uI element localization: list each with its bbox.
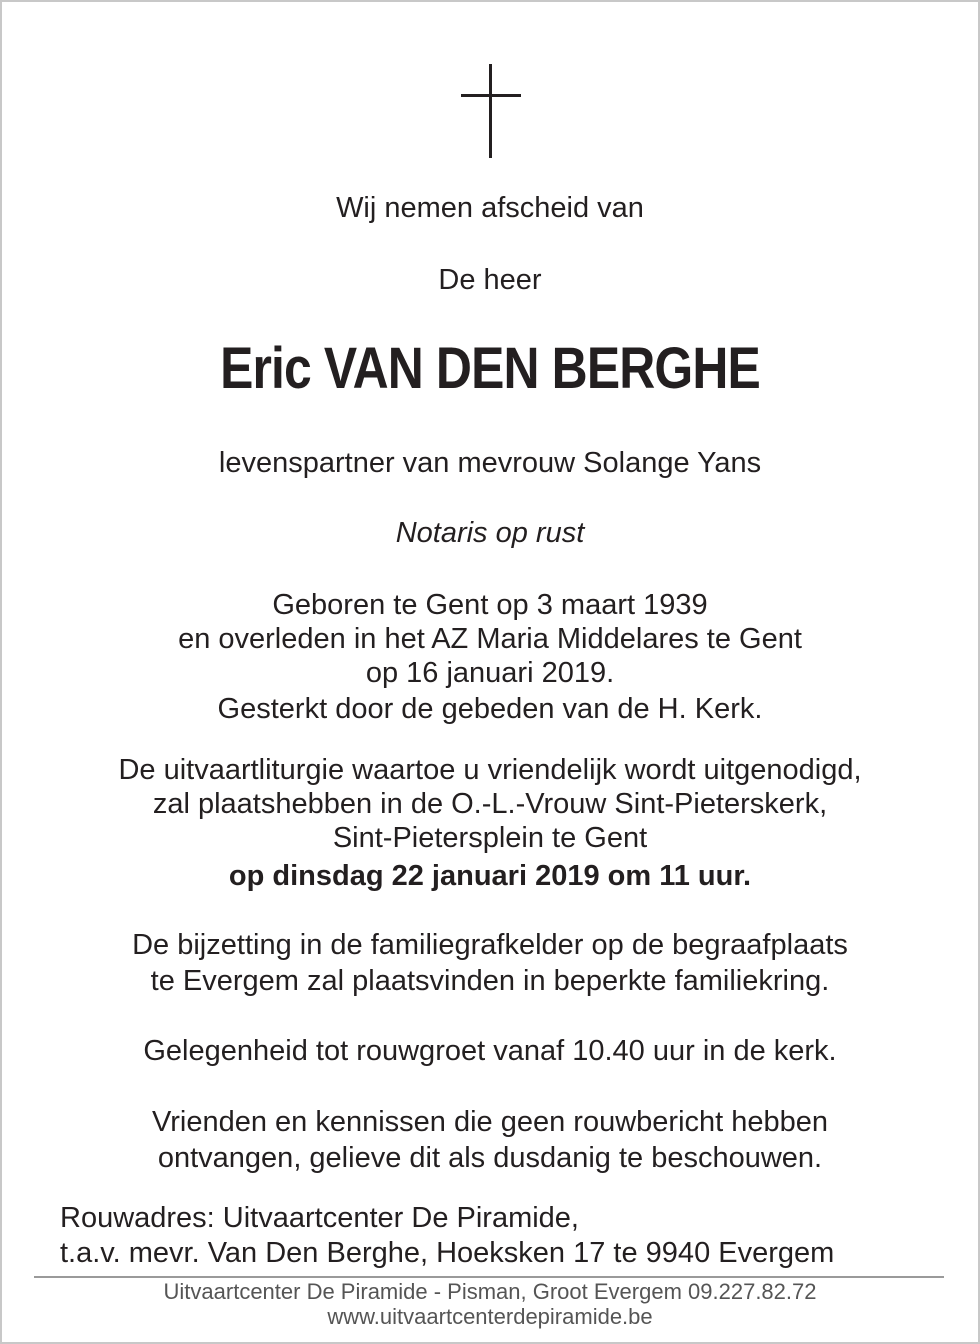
birth-death-line: en overleden in het AZ Maria Middelares te Gent — [178, 623, 802, 655]
funeral-line: De uitvaartliturgie waartoe u vriendelijk wordt uitgenodigd, — [118, 754, 862, 786]
birth-death-line: op 16 januari 2019. — [365, 657, 615, 689]
deceased-name: Eric VAN DEN BERGHE — [220, 336, 760, 401]
friends-line: ontvangen, gelieve dit als dusdanig te beschouwen. — [157, 1142, 823, 1174]
burial-line: te Evergem zal plaatsvinden in beperkte familiekring. — [150, 965, 830, 997]
birth-death-line: Gesterkt door de gebeden van de H. Kerk. — [217, 693, 763, 725]
birth-death-line: Geboren te Gent op 3 maart 1939 — [272, 589, 708, 621]
friends-line: Vrienden en kennissen die geen rouwbericht hebben — [151, 1106, 829, 1138]
partner-line: levenspartner van mevrouw Solange Yans — [218, 447, 762, 479]
funeral-date: op dinsdag 22 januari 2019 om 11 uur. — [228, 860, 752, 892]
cross-icon — [461, 64, 521, 158]
address-line: t.a.v. mevr. Van Den Berghe, Hoeksken 17 te 9940 Evergem — [60, 1237, 835, 1269]
salutation: De heer — [438, 264, 542, 296]
footer-website[interactable]: www.uitvaartcenterdepiramide.be — [327, 1304, 653, 1329]
burial-line: De bijzetting in de familiegrafkelder op de begraafplaats — [132, 929, 848, 961]
funeral-line: zal plaatshebben in de O.-L.-Vrouw Sint-Pieterskerk, — [152, 788, 828, 820]
footer-company: Uitvaartcenter De Piramide - Pisman, Groot Evergem 09.227.82.72 — [163, 1279, 817, 1304]
intro-text: Wij nemen afscheid van — [336, 192, 644, 224]
address-line: Rouwadres: Uitvaartcenter De Piramide, — [60, 1202, 579, 1234]
condolence-line: Gelegenheid tot rouwgroet vanaf 10.40 uur in de kerk. — [143, 1035, 837, 1067]
funeral-line: Sint-Pietersplein te Gent — [332, 822, 648, 854]
profession: Notaris op rust — [395, 517, 585, 549]
footer-divider — [34, 1276, 944, 1278]
